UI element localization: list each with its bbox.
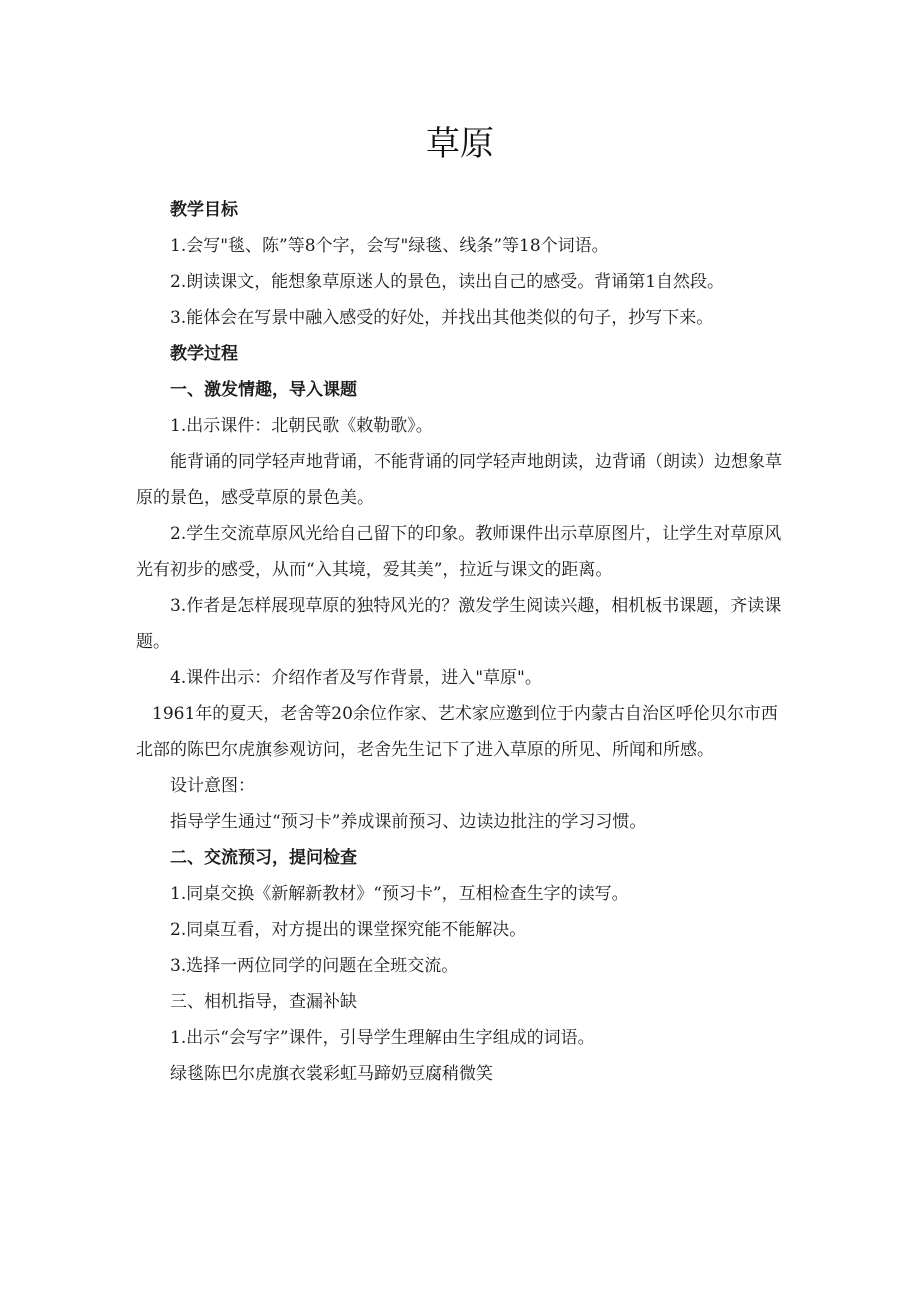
paragraph-background: 1961年的夏天，老舍等20余位作家、艺术家应邀到位于内蒙古自治区呼伦贝尔市西北部的陈巴尔虎旗参观访问，老舍先生记下了进入草原的所见、所闻和所感。 [136,704,778,760]
paragraph: 能背诵的同学轻声地背诵，不能背诵的同学轻声地朗读，边背诵（朗读）边想象草原的景色，感受草原的景色美。 [136,452,782,508]
paragraph: 1.出示课件：北朝民歌《敕勒歌》。 [170,416,433,436]
paragraph: 2.同桌互看，对方提出的课堂探究能不能解决。 [170,920,527,940]
section-heading-2: 二、交流预习，提问检查 [170,848,357,868]
paragraph: 4.课件出示：介绍作者及写作背景，进入"草原"。 [170,668,542,688]
document-title: 草原 [426,124,494,164]
paragraph: 3.作者是怎样展现草原的独特风光的？激发学生阅读兴趣，相机板书课题，齐读课题。 [136,596,782,652]
paragraph: 1.出示“会写字”课件，引导学生理解由生字组成的词语。 [170,1028,595,1048]
paragraph: 2.学生交流草原风光给自己留下的印象。教师课件出示草原图片，让学生对草原风光有初步的感受，从而“入其境，爱其美”，拉近与课文的距离。 [136,524,782,580]
design-intent-label: 设计意图： [170,776,255,796]
goal-item-3: 3.能体会在写景中融入感受的好处，并找出其他类似的句子，抄写下来。 [170,308,714,328]
paragraph: 指导学生通过“预习卡”养成课前预习、边读边批注的学习习惯。 [170,812,647,832]
paragraph: 3.选择一两位同学的问题在全班交流。 [170,956,459,976]
section-heading-1: 一、激发情趣，导入课题 [170,380,357,400]
goal-item-1: 1.会写"毯、陈”等8个字，会写"绿毯、线条”等18个词语。 [170,236,609,256]
section-heading-3: 三、相机指导，查漏补缺 [170,992,357,1012]
heading-teaching-goals: 教学目标 [170,200,238,220]
heading-teaching-process: 教学过程 [170,344,238,364]
vocabulary-list: 绿毯陈巴尔虎旗衣裳彩虹马蹄奶豆腐稍微笑 [170,1064,493,1084]
paragraph: 1.同桌交换《新解新教材》“预习卡”，互相检查生字的读写。 [170,884,629,904]
document-body [136,192,788,1092]
goal-item-2: 2.朗读课文，能想象草原迷人的景色，读出自己的感受。背诵第1自然段。 [170,272,725,292]
